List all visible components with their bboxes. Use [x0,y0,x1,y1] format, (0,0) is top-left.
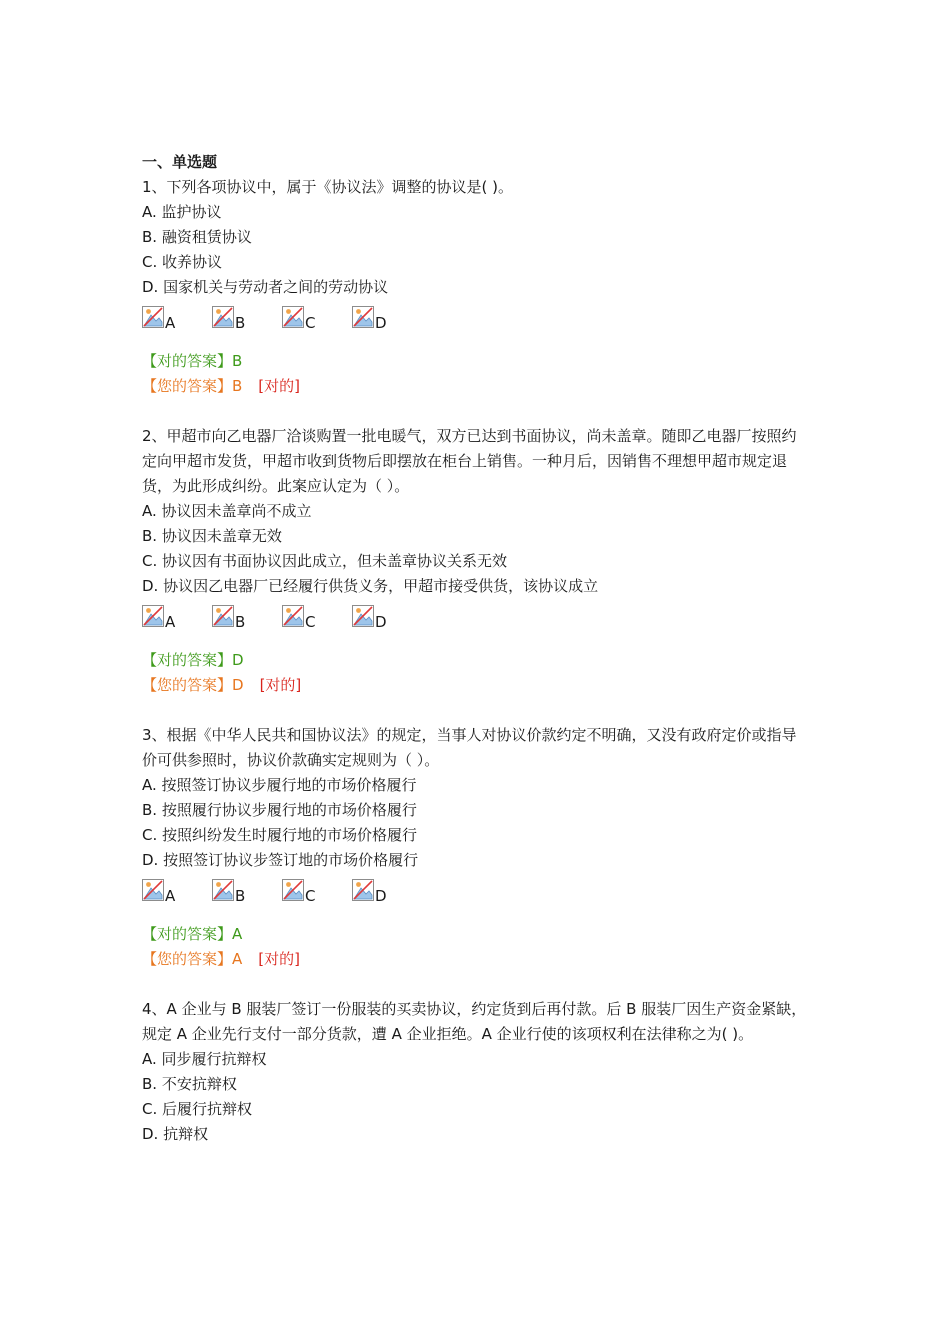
correct-answer: 【对的答案】D [142,651,244,669]
broken-image-icon [212,306,234,328]
broken-image-icon [282,306,304,328]
answer-choices [142,601,822,631]
broken-image-icon [352,605,374,627]
option-b: B. 融资租赁协议 [142,228,252,246]
option-a: A. 按照签订协议步履行地的市场价格履行 [142,776,417,794]
option-b: B. 按照履行协议步履行地的市场价格履行 [142,801,417,819]
option-a: A. 同步履行抗辩权 [142,1050,267,1068]
answer-choices [142,302,822,332]
broken-image-icon [212,879,234,901]
result-badge: [对的] [259,676,302,694]
choice-a[interactable]: A [142,310,212,332]
question-3 [142,723,822,972]
choice-d[interactable]: D [352,883,422,905]
your-answer: 【您的答案】A [对的] [142,950,300,968]
broken-image-icon [212,605,234,627]
section-title: 一、单选题 [142,153,218,171]
choice-b[interactable]: B [212,609,282,631]
question-text: 1、下列各项协议中，属于《协议法》调整的协议是( )。 [142,178,514,196]
question-4 [142,997,822,1147]
broken-image-icon [142,879,164,901]
option-d: D. 国家机关与劳动者之间的劳动协议 [142,278,389,296]
broken-image-icon [282,605,304,627]
choice-c[interactable]: C [282,883,352,905]
your-answer: 【您的答案】B [对的] [142,377,301,395]
option-a: A. 协议因未盖章尚不成立 [142,502,312,520]
question-2 [142,424,822,698]
choice-d[interactable]: D [352,310,422,332]
choice-b[interactable]: B [212,883,282,905]
result-badge: [对的] [258,377,301,395]
question-text: 4、A 企业与 B 服装厂签订一份服装的买卖协议，约定货到后再付款。后 B 服装厂因生产资金紧缺，规定 A 企业先行支付一部分货款，遭 A 企业拒绝。A 企业行使的该项权利在法律称之为( )。 [142,1000,807,1043]
option-d: D. 按照签订协议步签订地的市场价格履行 [142,851,419,869]
choice-b[interactable]: B [212,310,282,332]
correct-answer: 【对的答案】A [142,925,243,943]
correct-answer: 【对的答案】B [142,352,243,370]
your-answer: 【您的答案】D [对的] [142,676,302,694]
option-b: B. 协议因未盖章无效 [142,527,282,545]
choice-a[interactable]: A [142,609,212,631]
option-d: D. 协议因乙电器厂已经履行供货义务，甲超市接受供货，该协议成立 [142,577,599,595]
choice-c[interactable]: C [282,310,352,332]
broken-image-icon [142,306,164,328]
broken-image-icon [282,879,304,901]
broken-image-icon [142,605,164,627]
question-1 [142,175,822,399]
document-page [142,150,822,1147]
option-c: C. 按照纠纷发生时履行地的市场价格履行 [142,826,418,844]
broken-image-icon [352,306,374,328]
question-text: 3、根据《中华人民共和国协议法》的规定，当事人对协议价款约定不明确，又没有政府定价或指导价可供参照时，协议价款确实定规则为（ ）。 [142,726,797,769]
option-a: A. 监护协议 [142,203,222,221]
result-badge: [对的] [258,950,300,968]
option-d: D. 抗辩权 [142,1125,209,1143]
question-text: 2、甲超市向乙电器厂洽谈购置一批电暖气，双方已达到书面协议，尚未盖章。随即乙电器厂按照约定向甲超市发货，甲超市收到货物后即摆放在柜台上销售。一种月后，因销售不理想甲超市规定退货，为此形成纠纷。此案应认定为（ ）。 [142,427,797,495]
option-c: C. 协议因有书面协议因此成立，但未盖章协议关系无效 [142,552,508,570]
option-c: C. 后履行抗辩权 [142,1100,253,1118]
choice-a[interactable]: A [142,883,212,905]
choice-c[interactable]: C [282,609,352,631]
broken-image-icon [352,879,374,901]
choice-d[interactable]: D [352,609,422,631]
option-b: B. 不安抗辩权 [142,1075,237,1093]
option-c: C. 收养协议 [142,253,223,271]
answer-choices [142,875,822,905]
